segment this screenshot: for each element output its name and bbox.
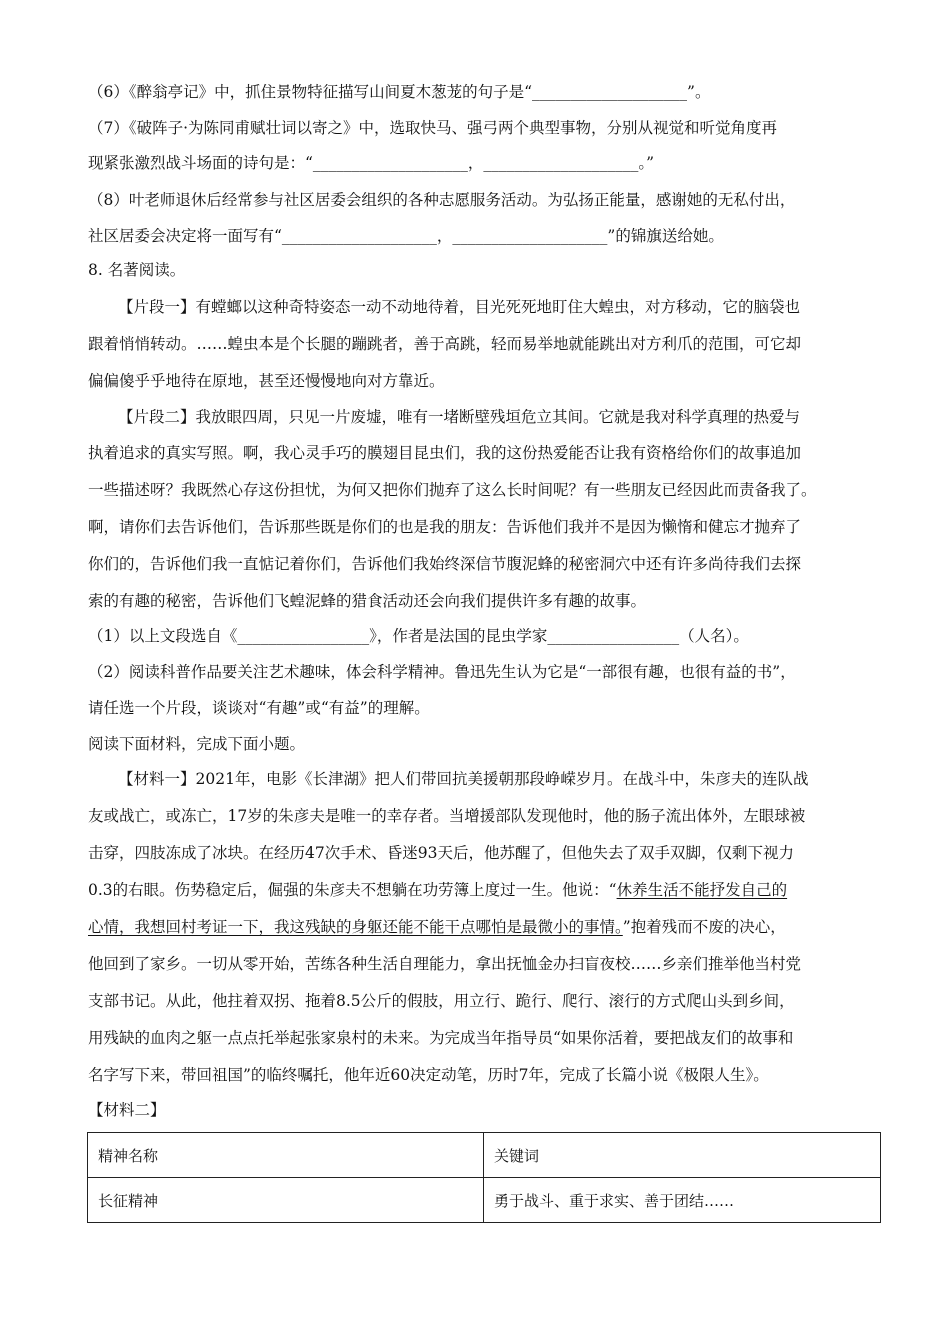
fragment-2-line-5: 你们的，告诉他们我一直惦记着你们，告诉他们我始终深信节腹泥蜂的秘密洞穴中还有许多尚待我们去探	[88, 555, 802, 573]
table-header-cell: 精神名称	[88, 1133, 484, 1178]
table-cell: 长征精神	[88, 1178, 484, 1223]
fragment-2-line-2: 执着追求的真实写照。啊，我心灵手巧的膜翅目昆虫们，我的这份热爱能否让我有资格给你们的故事追加	[88, 444, 802, 462]
underlined-quote: 心情，我想回村考证一下，我这残缺的身躯还能不能干点哪怕是最微小的事情。	[88, 918, 623, 936]
table-row	[88, 1178, 881, 1223]
fragment-2-line-1: 【片段二】我放眼四周，只见一片废墟，唯有一堵断壁残垣危立其间。它就是我对科学真理的热爱与	[118, 408, 801, 426]
sub-question-1: （1）以上文段选自《_________________》，作者是法国的昆虫学家_________________（人名）。	[88, 627, 749, 645]
material-1-line-9: 名字写下来，带回祖国”的临终嘱托，他年近60决定动笔，历时7年，完成了长篇小说《极限人生》。	[88, 1066, 769, 1084]
fragment-2-line-4: 啊，请你们去告诉他们，告诉那些既是你们的也是我的朋友：告诉他们我并不是因为懒惰和健忘才抛弃了	[88, 518, 802, 536]
question-6: （6）《醉翁亭记》中，抓住景物特征描写山间夏木葱茏的句子是“____________________”。	[88, 83, 711, 101]
fragment-1-line-1: 【片段一】有螳螂以这种奇特姿态一动不动地待着，目光死死地盯住大蝗虫，对方移动，它的脑袋也	[118, 298, 801, 316]
material-2-label: 【材料二】	[88, 1101, 166, 1119]
spirit-table	[87, 1132, 881, 1223]
underlined-quote: 休养生活不能抒发自己的	[616, 881, 788, 899]
sub-question-2-line-1: （2）阅读科普作品要关注艺术趣味，体会科学精神。鲁迅先生认为它是“一部很有趣，也很有益的书”，	[88, 663, 796, 681]
material-1-line-2: 友或战亡，或冻亡，17岁的朱彦夫是唯一的幸存者。当增援部队发现他时，他的肠子流出体外，左眼球被	[88, 807, 806, 825]
fragment-2-line-3: 一些描述呀？我既然心存这份担忧，为何又把你们抛弃了这么长时间呢？有一些朋友已经因此而责备我了。	[88, 481, 817, 499]
table-header-row	[88, 1133, 881, 1178]
sub-question-2-line-2: 请任选一个片段，谈谈对“有趣”或“有益”的理解。	[88, 699, 430, 717]
fragment-1-line-3: 偏偏傻乎乎地待在原地，甚至还慢慢地向对方靠近。	[88, 372, 445, 390]
fragment-1-line-2: 跟着悄悄转动。……蝗虫本是个长腿的蹦跳者，善于高跳，轻而易举地就能跳出对方利爪的范围，可它却	[88, 335, 802, 353]
material-1-line-7: 支部书记。从此，他拄着双拐、拖着8.5公斤的假肢，用立行、跪行、爬行、滚行的方式爬山头到乡间，	[88, 992, 795, 1010]
material-1-line-5	[88, 917, 878, 937]
material-1-line-8: 用残缺的血肉之躯一点点托举起张家泉村的未来。为完成当年指导员“如果你活着，要把战友们的故事和	[88, 1029, 794, 1047]
question-7-line-2: 现紧张激烈战斗场面的诗句是：“____________________，____________________。”	[88, 154, 655, 172]
table-cell: 勇于战斗、重于求实、善于团结……	[484, 1178, 881, 1223]
material-1-line-3: 击穿，四肢冻成了冰块。在经历47次手术、昏迷93天后，他苏醒了，但他失去了双手双脚，仅剩下视力	[88, 844, 794, 862]
material-1-text: 0.3的右眼。伤势稳定后，倔强的朱彦夫不想躺在功劳簿上度过一生。他说：“	[88, 881, 617, 899]
question-7-line-1: （7）《破阵子·为陈同甫赋壮词以寄之》中，选取快马、强弓两个典型事物，分别从视觉和听觉角度再	[88, 119, 778, 137]
table-header-cell: 关键词	[484, 1133, 881, 1178]
question-8-line-2: 社区居委会决定将一面写有“____________________，____________________”的锦旗送给她。	[88, 227, 724, 245]
material-1-line-1: 【材料一】2021年，电影《长津湖》把人们带回抗美援朝那段峥嵘岁月。在战斗中，朱彦夫的连队战	[118, 770, 809, 788]
question-8-line-1: （8）叶老师退休后经常参与社区居委会组织的各种志愿服务活动。为弘扬正能量，感谢她的无私付出，	[88, 191, 796, 209]
section-8-heading: 8. 名著阅读。	[88, 261, 186, 279]
material-1-text: ”抱着残而不废的决心，	[622, 918, 786, 936]
material-1-line-6: 他回到了家乡。一切从零开始，苦练各种生活自理能力，拿出抚恤金办扫盲夜校……乡亲们推举他当村党	[88, 955, 802, 973]
reading-instruction: 阅读下面材料，完成下面小题。	[88, 735, 306, 753]
fragment-2-line-6: 索的有趣的秘密，告诉他们飞蝗泥蜂的猎食活动还会向我们提供许多有趣的故事。	[88, 592, 647, 610]
material-1-line-4	[88, 880, 878, 900]
